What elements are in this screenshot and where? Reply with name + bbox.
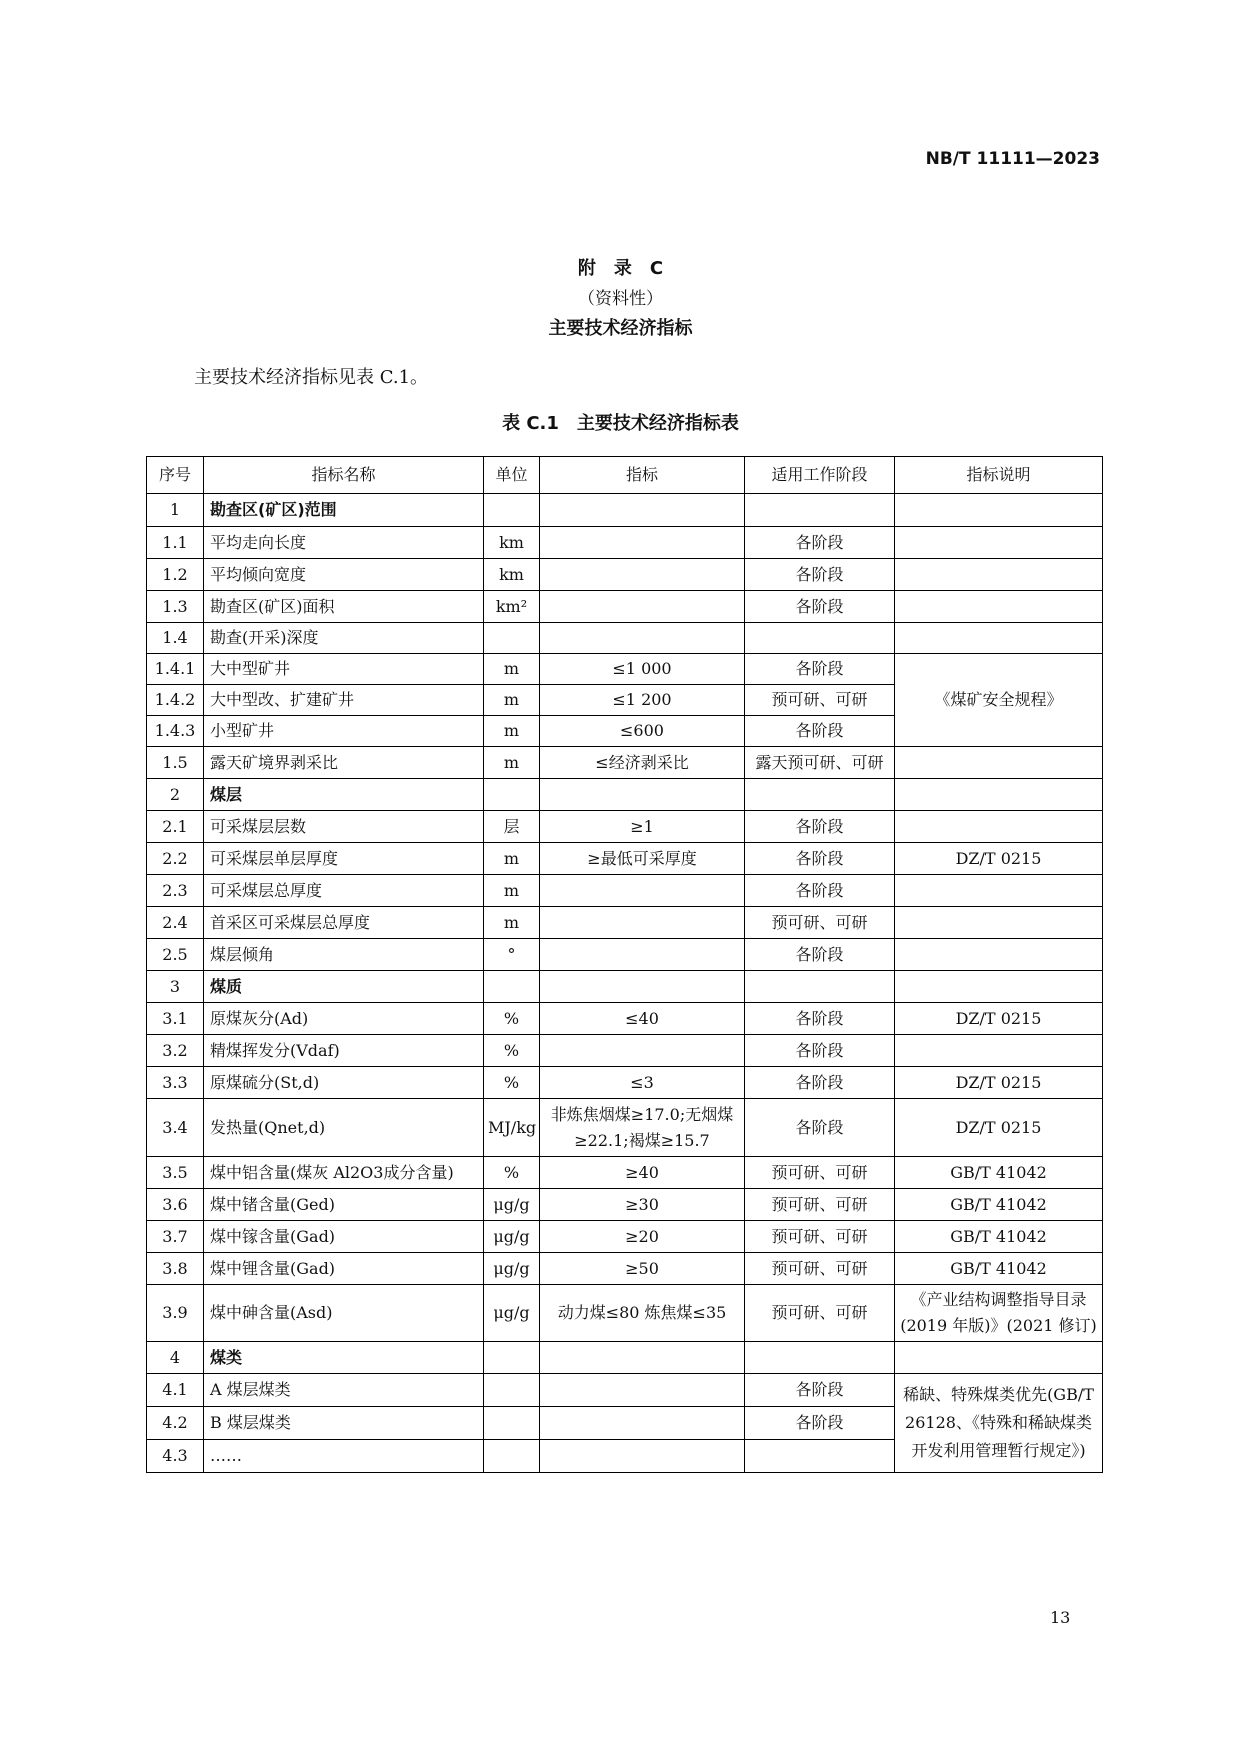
cell-stage	[745, 971, 895, 1003]
cell-no: 2.1	[147, 811, 204, 843]
cell-no: 1	[147, 494, 204, 527]
table-row	[147, 939, 1103, 971]
cell-value	[540, 1035, 745, 1067]
cell-value	[540, 875, 745, 907]
cell-name: 煤中砷含量(Asd)	[204, 1285, 484, 1342]
cell-no: 2.4	[147, 907, 204, 939]
cell-value	[540, 494, 745, 527]
cell-no: 1.4.3	[147, 716, 204, 747]
cell-note: 《产业结构调整指导目录(2019 年版)》(2021 修订)	[895, 1285, 1103, 1342]
cell-unit	[484, 494, 540, 527]
cell-no: 2.2	[147, 843, 204, 875]
cell-no: 3	[147, 971, 204, 1003]
cell-name: 煤层倾角	[204, 939, 484, 971]
cell-note: DZ/T 0215	[895, 1099, 1103, 1157]
cell-value	[540, 591, 745, 623]
cell-name: 可采煤层总厚度	[204, 875, 484, 907]
cell-stage: 各阶段	[745, 1035, 895, 1067]
table-row	[147, 843, 1103, 875]
cell-value	[540, 527, 745, 559]
cell-unit	[484, 1407, 540, 1440]
cell-no: 2.5	[147, 939, 204, 971]
cell-name: 大中型矿井	[204, 654, 484, 685]
table-row	[147, 1253, 1103, 1285]
cell-no: 3.6	[147, 1189, 204, 1221]
table-row	[147, 1157, 1103, 1189]
cell-note	[895, 811, 1103, 843]
cell-unit: m	[484, 685, 540, 716]
cell-no: 1.2	[147, 559, 204, 591]
cell-no: 2	[147, 779, 204, 811]
cell-stage: 各阶段	[745, 1099, 895, 1157]
cell-unit	[484, 623, 540, 654]
cell-no: 1.4	[147, 623, 204, 654]
cell-name: 小型矿井	[204, 716, 484, 747]
cell-note	[895, 623, 1103, 654]
cell-name: 煤中铝含量(煤灰 Al2O3成分含量)	[204, 1157, 484, 1189]
table-row	[147, 591, 1103, 623]
cell-note: 《煤矿安全规程》	[895, 654, 1103, 747]
cell-no: 3.1	[147, 1003, 204, 1035]
cell-name: A 煤层煤类	[204, 1374, 484, 1407]
cell-name: 勘查区(矿区)范围	[204, 494, 484, 527]
cell-stage: 各阶段	[745, 875, 895, 907]
page-number: 13	[1050, 1608, 1071, 1627]
cell-no: 3.2	[147, 1035, 204, 1067]
cell-stage	[745, 623, 895, 654]
header-value: 指标	[540, 457, 745, 494]
cell-unit: km	[484, 527, 540, 559]
cell-note	[895, 1342, 1103, 1374]
cell-value: ≤1 200	[540, 685, 745, 716]
cell-note	[895, 971, 1103, 1003]
cell-no: 4	[147, 1342, 204, 1374]
cell-no: 3.9	[147, 1285, 204, 1342]
cell-value: ≤40	[540, 1003, 745, 1035]
cell-value: ≥最低可采厚度	[540, 843, 745, 875]
table-row	[147, 559, 1103, 591]
cell-no: 4.3	[147, 1440, 204, 1473]
cell-note: GB/T 41042	[895, 1253, 1103, 1285]
cell-no: 1.4.1	[147, 654, 204, 685]
cell-no: 1.3	[147, 591, 204, 623]
cell-stage: 各阶段	[745, 591, 895, 623]
table-row	[147, 527, 1103, 559]
cell-name: 原煤硫分(St,d)	[204, 1067, 484, 1099]
header-name: 指标名称	[204, 457, 484, 494]
cell-stage: 预可研、可研	[745, 1253, 895, 1285]
cell-value	[540, 1440, 745, 1473]
table-section-row	[147, 779, 1103, 811]
cell-stage: 各阶段	[745, 1374, 895, 1407]
cell-value	[540, 1407, 745, 1440]
cell-value	[540, 623, 745, 654]
table-row	[147, 1099, 1103, 1157]
cell-stage: 各阶段	[745, 939, 895, 971]
cell-value	[540, 939, 745, 971]
cell-note	[895, 591, 1103, 623]
cell-stage	[745, 779, 895, 811]
cell-value	[540, 971, 745, 1003]
cell-no: 1.5	[147, 747, 204, 779]
cell-stage: 各阶段	[745, 716, 895, 747]
cell-name: 煤类	[204, 1342, 484, 1374]
cell-note: DZ/T 0215	[895, 843, 1103, 875]
table-row	[147, 654, 1103, 685]
cell-unit: m	[484, 654, 540, 685]
table-row	[147, 1285, 1103, 1342]
cell-value: ≤600	[540, 716, 745, 747]
cell-no: 4.1	[147, 1374, 204, 1407]
cell-note: GB/T 41042	[895, 1157, 1103, 1189]
cell-no: 3.3	[147, 1067, 204, 1099]
cell-stage: 各阶段	[745, 654, 895, 685]
table-caption: 表 C.1 主要技术经济指标表	[502, 413, 739, 434]
cell-name: B 煤层煤类	[204, 1407, 484, 1440]
cell-value: 非炼焦烟煤≥17.0;无烟煤≥22.1;褐煤≥15.7	[540, 1099, 745, 1157]
cell-unit	[484, 1342, 540, 1374]
cell-unit: m	[484, 907, 540, 939]
table-row	[147, 1035, 1103, 1067]
cell-no: 1.1	[147, 527, 204, 559]
cell-no: 3.7	[147, 1221, 204, 1253]
cell-note	[895, 1035, 1103, 1067]
header-no: 序号	[147, 457, 204, 494]
standard-code: NB/T 11111—2023	[925, 149, 1100, 169]
cell-note: DZ/T 0215	[895, 1067, 1103, 1099]
cell-no: 4.2	[147, 1407, 204, 1440]
cell-name: 煤中锂含量(Gad)	[204, 1253, 484, 1285]
cell-value: ≥40	[540, 1157, 745, 1189]
cell-unit: μg/g	[484, 1189, 540, 1221]
cell-value: ≤3	[540, 1067, 745, 1099]
cell-name: 首采区可采煤层总厚度	[204, 907, 484, 939]
cell-name: 原煤灰分(Ad)	[204, 1003, 484, 1035]
cell-stage: 预可研、可研	[745, 1221, 895, 1253]
table-row	[147, 1189, 1103, 1221]
cell-note	[895, 527, 1103, 559]
table-section-row	[147, 494, 1103, 527]
table-row	[147, 907, 1103, 939]
header-note: 指标说明	[895, 457, 1103, 494]
table-row	[147, 1221, 1103, 1253]
cell-stage	[745, 1342, 895, 1374]
cell-stage	[745, 494, 895, 527]
cell-unit: m	[484, 716, 540, 747]
cell-no: 3.5	[147, 1157, 204, 1189]
header-unit: 单位	[484, 457, 540, 494]
cell-unit	[484, 971, 540, 1003]
cell-value: ≥20	[540, 1221, 745, 1253]
cell-value	[540, 1374, 745, 1407]
cell-unit: %	[484, 1003, 540, 1035]
cell-unit: °	[484, 939, 540, 971]
cell-note: DZ/T 0215	[895, 1003, 1103, 1035]
cell-name: 勘查区(矿区)面积	[204, 591, 484, 623]
table-section-row	[147, 971, 1103, 1003]
cell-value: ≥1	[540, 811, 745, 843]
cell-stage: 各阶段	[745, 811, 895, 843]
cell-no: 1.4.2	[147, 685, 204, 716]
cell-stage: 各阶段	[745, 559, 895, 591]
cell-note	[895, 907, 1103, 939]
cell-note	[895, 939, 1103, 971]
cell-value: ≤1 000	[540, 654, 745, 685]
cell-stage: 预可研、可研	[745, 1157, 895, 1189]
header-stage: 适用工作阶段	[745, 457, 895, 494]
cell-unit: m	[484, 875, 540, 907]
table-row	[147, 875, 1103, 907]
cell-value	[540, 559, 745, 591]
cell-note: GB/T 41042	[895, 1189, 1103, 1221]
cell-unit: μg/g	[484, 1221, 540, 1253]
table-section-row	[147, 1342, 1103, 1374]
cell-unit: MJ/kg	[484, 1099, 540, 1157]
cell-name: 可采煤层单层厚度	[204, 843, 484, 875]
cell-name: 平均倾向宽度	[204, 559, 484, 591]
cell-note	[895, 875, 1103, 907]
appendix-title: 主要技术经济指标	[548, 318, 693, 339]
table-row	[147, 1067, 1103, 1099]
cell-name: 发热量(Qnet,d)	[204, 1099, 484, 1157]
cell-name: 煤中锗含量(Ged)	[204, 1189, 484, 1221]
cell-name: 勘查(开采)深度	[204, 623, 484, 654]
cell-stage	[745, 1440, 895, 1473]
cell-stage: 露天预可研、可研	[745, 747, 895, 779]
cell-unit: m	[484, 747, 540, 779]
cell-name: 露天矿境界剥采比	[204, 747, 484, 779]
cell-note	[895, 747, 1103, 779]
intro-text: 主要技术经济指标见表 C.1。	[194, 367, 429, 388]
cell-stage: 各阶段	[745, 1067, 895, 1099]
cell-unit	[484, 1440, 540, 1473]
cell-value	[540, 1342, 745, 1374]
cell-stage: 各阶段	[745, 1407, 895, 1440]
table-row	[147, 747, 1103, 779]
cell-unit: m	[484, 843, 540, 875]
cell-name: 精煤挥发分(Vdaf)	[204, 1035, 484, 1067]
cell-stage: 预可研、可研	[745, 1189, 895, 1221]
cell-note	[895, 494, 1103, 527]
cell-name: 煤质	[204, 971, 484, 1003]
cell-stage: 预可研、可研	[745, 1285, 895, 1342]
cell-note	[895, 559, 1103, 591]
cell-value: ≤经济剥采比	[540, 747, 745, 779]
cell-unit: %	[484, 1157, 540, 1189]
cell-unit: %	[484, 1067, 540, 1099]
cell-no: 2.3	[147, 875, 204, 907]
cell-name: 可采煤层层数	[204, 811, 484, 843]
table-body	[147, 494, 1103, 1473]
cell-no: 3.8	[147, 1253, 204, 1285]
cell-stage: 各阶段	[745, 1003, 895, 1035]
cell-name: 平均走向长度	[204, 527, 484, 559]
cell-stage: 各阶段	[745, 843, 895, 875]
cell-stage: 预可研、可研	[745, 685, 895, 716]
cell-stage: 预可研、可研	[745, 907, 895, 939]
cell-unit: 层	[484, 811, 540, 843]
cell-name: 煤中镓含量(Gad)	[204, 1221, 484, 1253]
cell-unit: km	[484, 559, 540, 591]
table-header-row	[147, 457, 1103, 494]
appendix-nature: （资料性）	[578, 289, 663, 309]
appendix-label: 附 录 C	[577, 258, 664, 279]
cell-note	[895, 779, 1103, 811]
cell-name: 煤层	[204, 779, 484, 811]
cell-value	[540, 779, 745, 811]
cell-note: 稀缺、特殊煤类优先(GB/T 26128、《特殊和稀缺煤类开发利用管理暂行规定》)	[895, 1374, 1103, 1473]
cell-unit	[484, 1374, 540, 1407]
appendix-title-block	[0, 254, 1241, 344]
cell-value	[540, 907, 745, 939]
table-row	[147, 1003, 1103, 1035]
cell-value: 动力煤≤80 炼焦煤≤35	[540, 1285, 745, 1342]
table-row	[147, 811, 1103, 843]
cell-unit: %	[484, 1035, 540, 1067]
table-row	[147, 623, 1103, 654]
cell-no: 3.4	[147, 1099, 204, 1157]
cell-value: ≥50	[540, 1253, 745, 1285]
indicator-table	[146, 456, 1103, 1473]
cell-unit: μg/g	[484, 1253, 540, 1285]
cell-unit: km²	[484, 591, 540, 623]
cell-stage: 各阶段	[745, 527, 895, 559]
cell-value: ≥30	[540, 1189, 745, 1221]
cell-unit	[484, 779, 540, 811]
cell-note: GB/T 41042	[895, 1221, 1103, 1253]
cell-unit: μg/g	[484, 1285, 540, 1342]
table-row	[147, 1374, 1103, 1407]
cell-name: 大中型改、扩建矿井	[204, 685, 484, 716]
cell-name: ……	[204, 1440, 484, 1473]
